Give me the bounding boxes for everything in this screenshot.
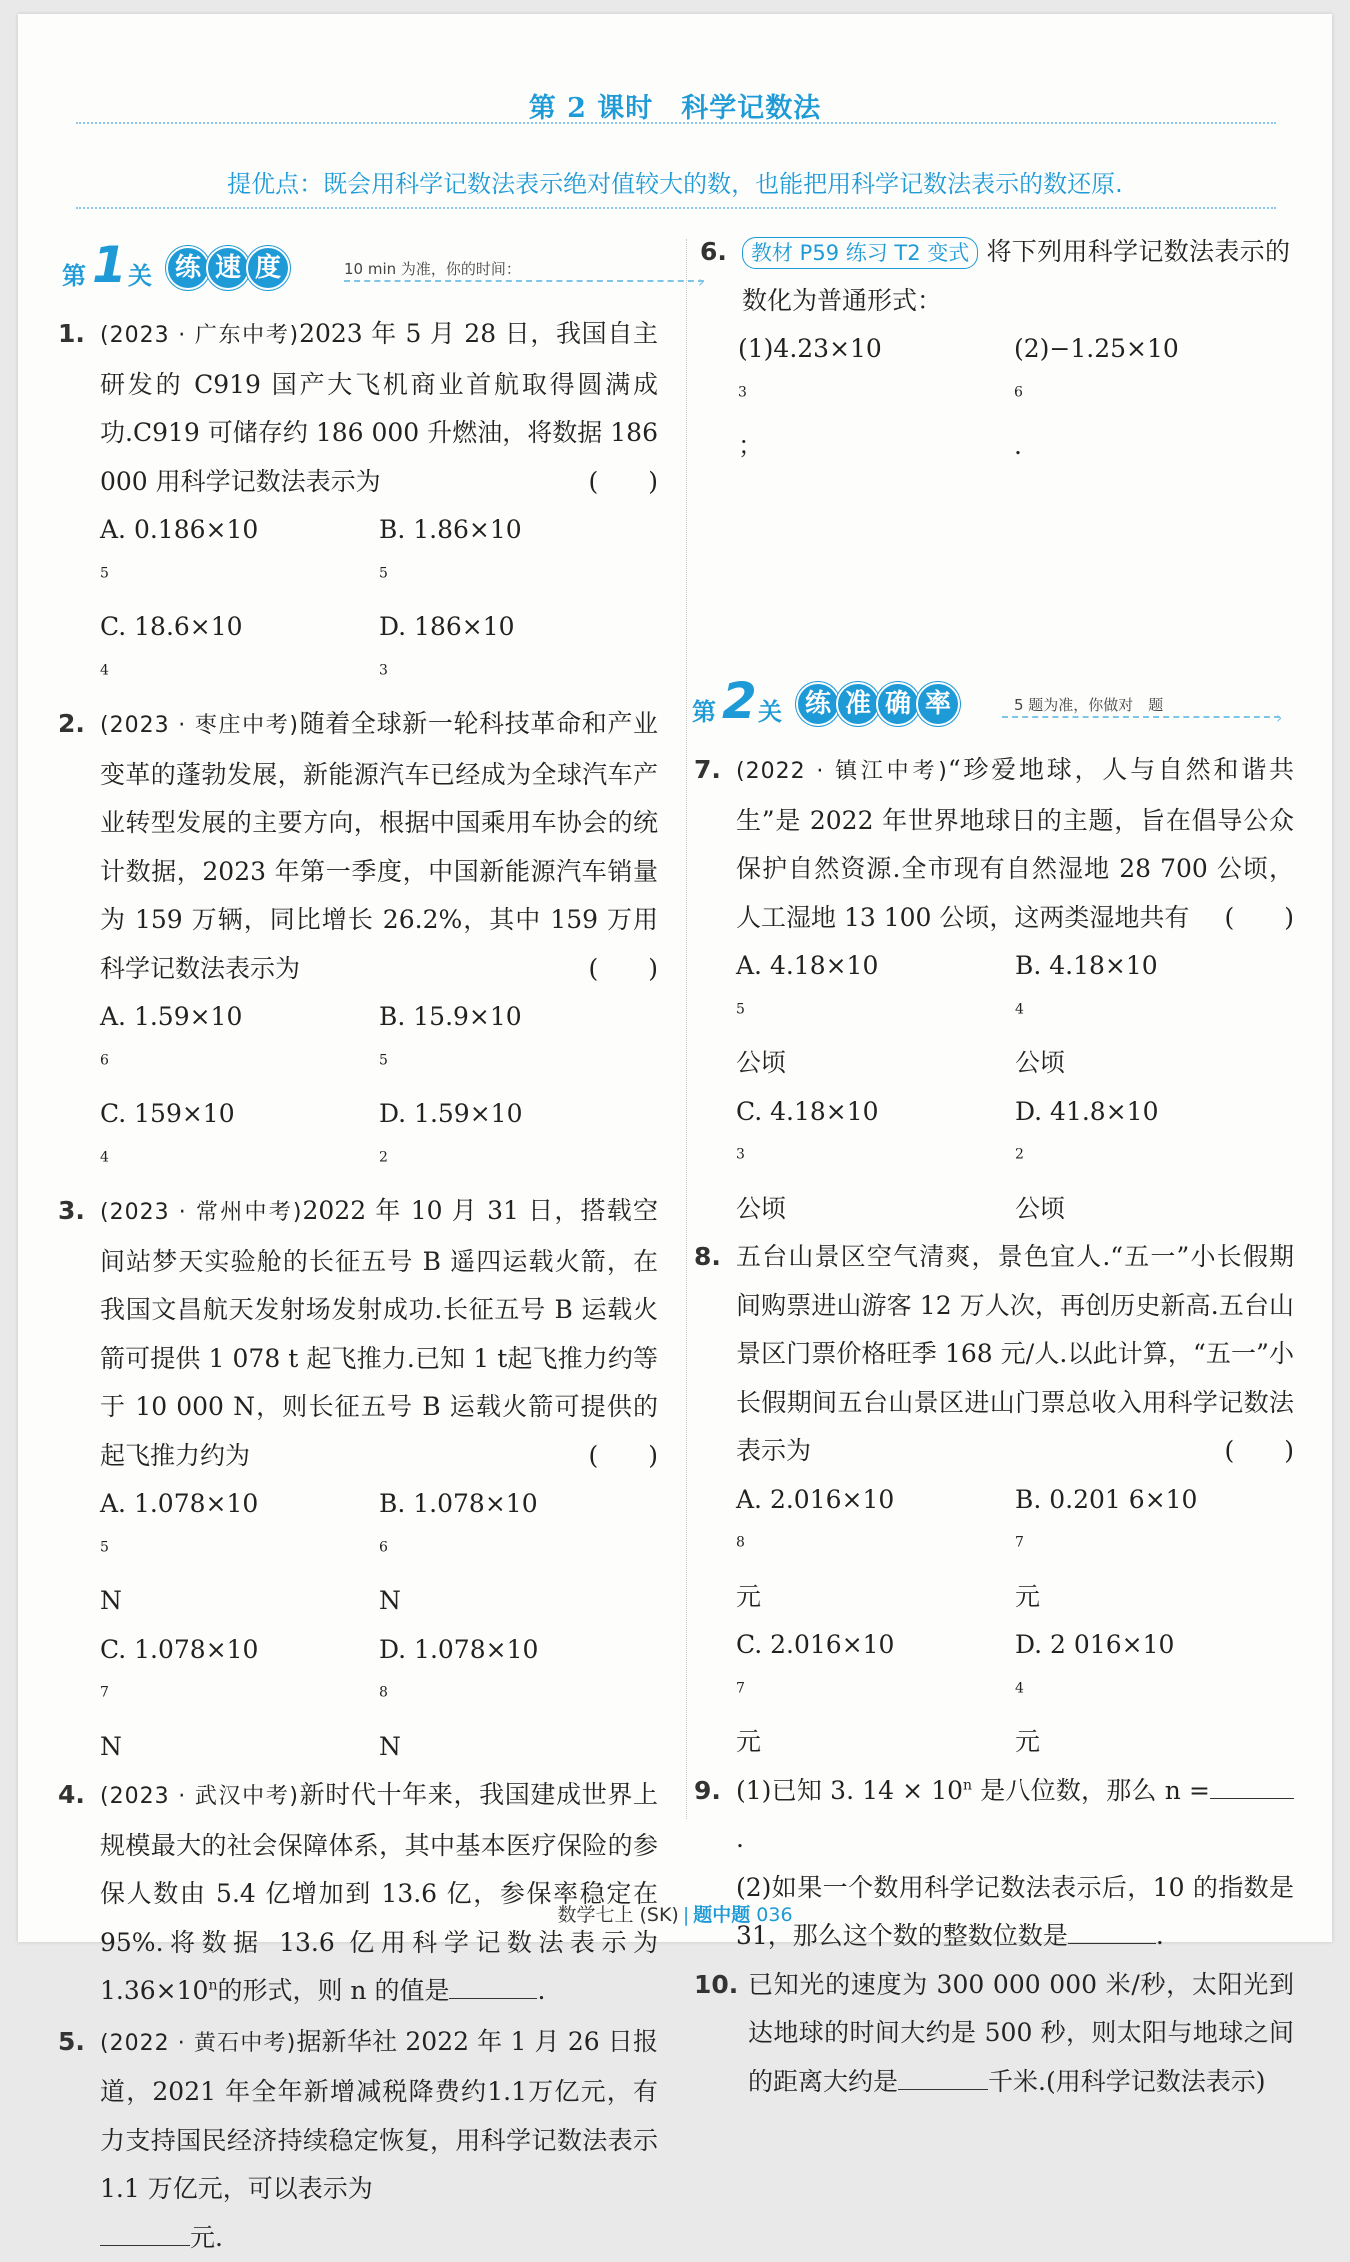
section-1-badge — [166, 246, 286, 290]
question-source: (2022 · 黄石中考) — [100, 2031, 296, 2056]
answer-paren: ( ) — [588, 945, 658, 994]
section-1-header — [62, 242, 622, 302]
exponent: n — [208, 1978, 217, 1994]
tip-text: 提优点：既会用科学记数法表示绝对值较大的数，也能把用科学记数法表示的数还原. — [18, 164, 1332, 199]
section-1-note: 10 min 为准，你的时间： — [344, 258, 521, 279]
question-text: 已知光的速度为 300 000 000 米/秒，太阳光到达地球的时间大约是 500 秒，则太阳与地球之间的距离大约是 — [748, 1970, 1294, 2096]
option-a[interactable]: A. 0.186×10 $^5$ — [100, 506, 379, 603]
part-2: (2)−1.25×10 $^6$ . — [1014, 325, 1290, 471]
section-2-dash — [1002, 716, 1280, 718]
question-number: 5. — [58, 2018, 85, 2067]
question-text: 将下列用科学记数法表示的数化为普通形式： — [742, 237, 1290, 315]
answer-blank[interactable] — [898, 2059, 988, 2090]
question-7-options — [694, 942, 1294, 1233]
question-9: 9. (1)已知 3. $14 \times 10^n$ 是八位数，那么 n =. (2)如果一个数用科学记数法表示后，10 的指数是 31，那么这个数的整数位数是 . — [694, 1767, 1294, 1961]
question-text: 五台山景区空气清爽，景色宜人.“五一”小长假期间购票进山游客 12 万人次，再创历史新高.五台山景区门票价格旺季 168 元/人.以此计算，“五一”小长假期间五台山景区进山门票总收入用科学记数法表示为 — [736, 1242, 1294, 1465]
question-number: 3. — [58, 1187, 85, 1236]
answer-paren: ( ) — [1224, 894, 1294, 943]
page-footer: 数学七上 (SK) | 题中题 036 — [18, 1900, 1332, 1927]
question-number: 4. — [58, 1771, 85, 1820]
section-2-note: 5 题为准，你做对 题 — [1014, 694, 1163, 715]
question-source: (2023 · 常州中考) — [100, 1200, 303, 1225]
question-7 — [694, 746, 1294, 942]
question-source: (2023 · 枣庄中考) — [100, 713, 299, 738]
question-6 — [700, 228, 1290, 325]
question-text: 2022 年 10 月 31 日，搭载空间站梦天实验舱的长征五号 B 遥四运载火箭，在我国文昌航天发射场发射成功.长征五号 B 运载火箭可提供 1 078 t 起飞推力.已知 1 t起飞推力约等于 10 000 N，则长征五号 B 运载火箭可提供的起飞推力约为 — [100, 1196, 658, 1470]
answer-blank[interactable] — [1210, 1768, 1294, 1799]
section-1-di: 第 — [62, 256, 86, 291]
option-d[interactable]: D. 1.078×10 $^8$ N — [379, 1626, 658, 1772]
textbook-tag: 教材 P59 练习 T2 变式 — [742, 237, 978, 269]
question-5: 5. (2022 · 黄石中考)据新华社 2022 年 1 月 26 日报道，2021 年全年新增减税降费约1.1万亿元，有力支持国民经济持续稳定恢复，用科学记数法表示 1.1 万亿元，可以表示为 元. — [58, 2018, 658, 2262]
answer-blank[interactable] — [100, 2215, 190, 2246]
question-4: 4. (2023 · 武汉中考)新时代十年来，我国建成世界上规模最大的社会保障体系，其中基本医疗保险的参保人数由 5.4 亿增加到 13.6 亿，参保率稳定在 95%.将数据 13.6 亿用科学记数法表示为 $1.36\times 10^n$的形式，则 n 的值是 . — [58, 1771, 658, 2016]
question-text: 2023 年 5 月 28 日，我国自主研发的 C919 国产大飞机商业首航取得圆满成功.C919 可储存约 186 000 升燃油，将数据 186 000 用科学记数法表示为 — [100, 319, 658, 496]
question-number: 2. — [58, 700, 85, 749]
question-source: (2022 · 镇江中考) — [736, 759, 948, 784]
section-2-char: 准 — [836, 682, 880, 726]
option-a[interactable]: A. 1.078×10 $^5$ N — [100, 1480, 379, 1626]
page-title: 第 2 课时 科学记数法 — [18, 86, 1332, 125]
section-1-char: 度 — [246, 246, 290, 290]
answer-paren: ( ) — [588, 1432, 658, 1481]
question-8 — [694, 1233, 1294, 1476]
section-2-char: 练 — [796, 682, 840, 726]
question-text: 新时代十年来，我国建成世界上规模最大的社会保障体系，其中基本医疗保险的参保人数由 5.4 亿增加到 13.6 亿，参保率稳定在 95%.将数据 13.6 亿用科学记数法表示为 1.36×10 — [100, 1780, 658, 2005]
question-text: 随着全球新一轮科技革命和产业变革的蓬勃发展，新能源汽车已经成为全球汽车产业转型发展的主要方向，根据中国乘用车协会的统计数据，2023 年第一季度，中国新能源汽车销量为 159 万辆，同比增长 26.2%，其中 159 万用科学记数法表示为 — [100, 709, 658, 983]
question-2 — [58, 700, 658, 993]
question-number: 1. — [58, 310, 85, 359]
option-d[interactable]: D. 186×10 $^3$ — [379, 603, 658, 700]
title-rule — [76, 122, 1276, 124]
worksheet-page — [18, 14, 1332, 1942]
option-b[interactable]: B. 1.078×10 $^6$ N — [379, 1480, 658, 1626]
answer-paren: ( ) — [1224, 1427, 1294, 1476]
option-c[interactable]: C. 1.078×10 $^7$ N — [100, 1626, 379, 1772]
question-6-parts — [700, 325, 1290, 471]
right-column-top — [700, 228, 1290, 471]
question-text: “珍爱地球，人与自然和谐共生”是 2022 年世界地球日的主题，旨在倡导公众保护自然资源.全市现有自然湿地 28 700 公顷，人工湿地 13 100 公顷，这两类湿地共有 — [736, 755, 1294, 932]
arrow-right-icon: › — [1276, 708, 1282, 727]
option-c[interactable]: C. 18.6×10 $^4$ — [100, 603, 379, 700]
section-1-dash — [344, 280, 704, 282]
question-number: 6. — [700, 228, 727, 277]
answer-paren: ( ) — [588, 458, 658, 507]
section-1-number: 1 — [92, 236, 127, 294]
question-8-options — [694, 1476, 1294, 1767]
section-2-guan: 关 — [758, 692, 782, 727]
option-c[interactable]: C. 4.18×10 $^3$ 公顷 — [736, 1088, 1015, 1234]
option-b[interactable]: B. 4.18×10 $^4$ 公顷 — [1015, 942, 1294, 1088]
question-text-2: 的形式，则 n 的值是 — [217, 1976, 449, 2005]
section-2-di: 第 — [692, 692, 716, 727]
section-2-char: 率 — [916, 682, 960, 726]
question-3 — [58, 1187, 658, 1480]
tip-rule — [76, 207, 1276, 209]
page-number: 036 — [756, 1904, 792, 1926]
question-3-options — [58, 1480, 658, 1771]
option-b[interactable]: B. 0.201 6×10 $^7$ 元 — [1015, 1476, 1294, 1622]
option-c[interactable]: C. 159×10 $^4$ — [100, 1090, 379, 1187]
answer-blank[interactable] — [449, 1968, 537, 1999]
option-a[interactable]: A. 2.016×10 $^8$ 元 — [736, 1476, 1015, 1622]
question-number: 8. — [694, 1233, 721, 1282]
question-1 — [58, 310, 658, 506]
arrow-right-icon: › — [698, 272, 704, 291]
brand-name: 题中题 — [693, 1904, 750, 1926]
book-title: 数学七上 (SK) — [557, 1904, 678, 1926]
section-2-header — [692, 678, 1292, 738]
question-number: 7. — [694, 746, 721, 795]
option-c[interactable]: C. 2.016×10 $^7$ 元 — [736, 1621, 1015, 1767]
question-10: 10. 已知光的速度为 300 000 000 米/秒，太阳光到达地球的时间大约是 500 秒，则太阳与地球之间的距离大约是 千米.(用科学记数法表示) — [694, 1961, 1294, 2107]
option-a[interactable]: A. 1.59×10 $^6$ — [100, 993, 379, 1090]
option-d[interactable]: D. 1.59×10 $^2$ — [379, 1090, 658, 1187]
question-1-options — [58, 506, 658, 700]
section-2-char: 确 — [876, 682, 920, 726]
column-divider — [686, 239, 687, 1819]
section-2-number: 2 — [722, 672, 757, 730]
question-text: 据新华社 2022 年 1 月 26 日报道，2021 年全年新增减税降费约1.1万亿元，有力支持国民经济持续稳定恢复，用科学记数法表示 1.1 万亿元，可以表示为 — [100, 2027, 658, 2204]
part-1: (1)4.23×10 $^3$ ； — [738, 325, 1014, 471]
option-b[interactable]: B. 15.9×10 $^5$ — [379, 993, 658, 1090]
option-a[interactable]: A. 4.18×10 $^5$ 公顷 — [736, 942, 1015, 1088]
section-1-char: 练 — [166, 246, 210, 290]
question-source: (2023 · 广东中考) — [100, 323, 299, 348]
option-d[interactable]: D. 2 016×10 $^4$ 元 — [1015, 1621, 1294, 1767]
option-d[interactable]: D. 41.8×10 $^2$ 公顷 — [1015, 1088, 1294, 1234]
section-1-guan: 关 — [128, 256, 152, 291]
left-column — [58, 310, 658, 2262]
question-number: 9. — [694, 1767, 721, 1816]
section-1-char: 速 — [206, 246, 250, 290]
question-2-options — [58, 993, 658, 1187]
option-b[interactable]: B. 1.86×10 $^5$ — [379, 506, 658, 603]
question-source: (2023 · 武汉中考) — [100, 1784, 299, 1809]
section-2-badge — [796, 682, 956, 726]
question-number: 10. — [694, 1961, 738, 2010]
